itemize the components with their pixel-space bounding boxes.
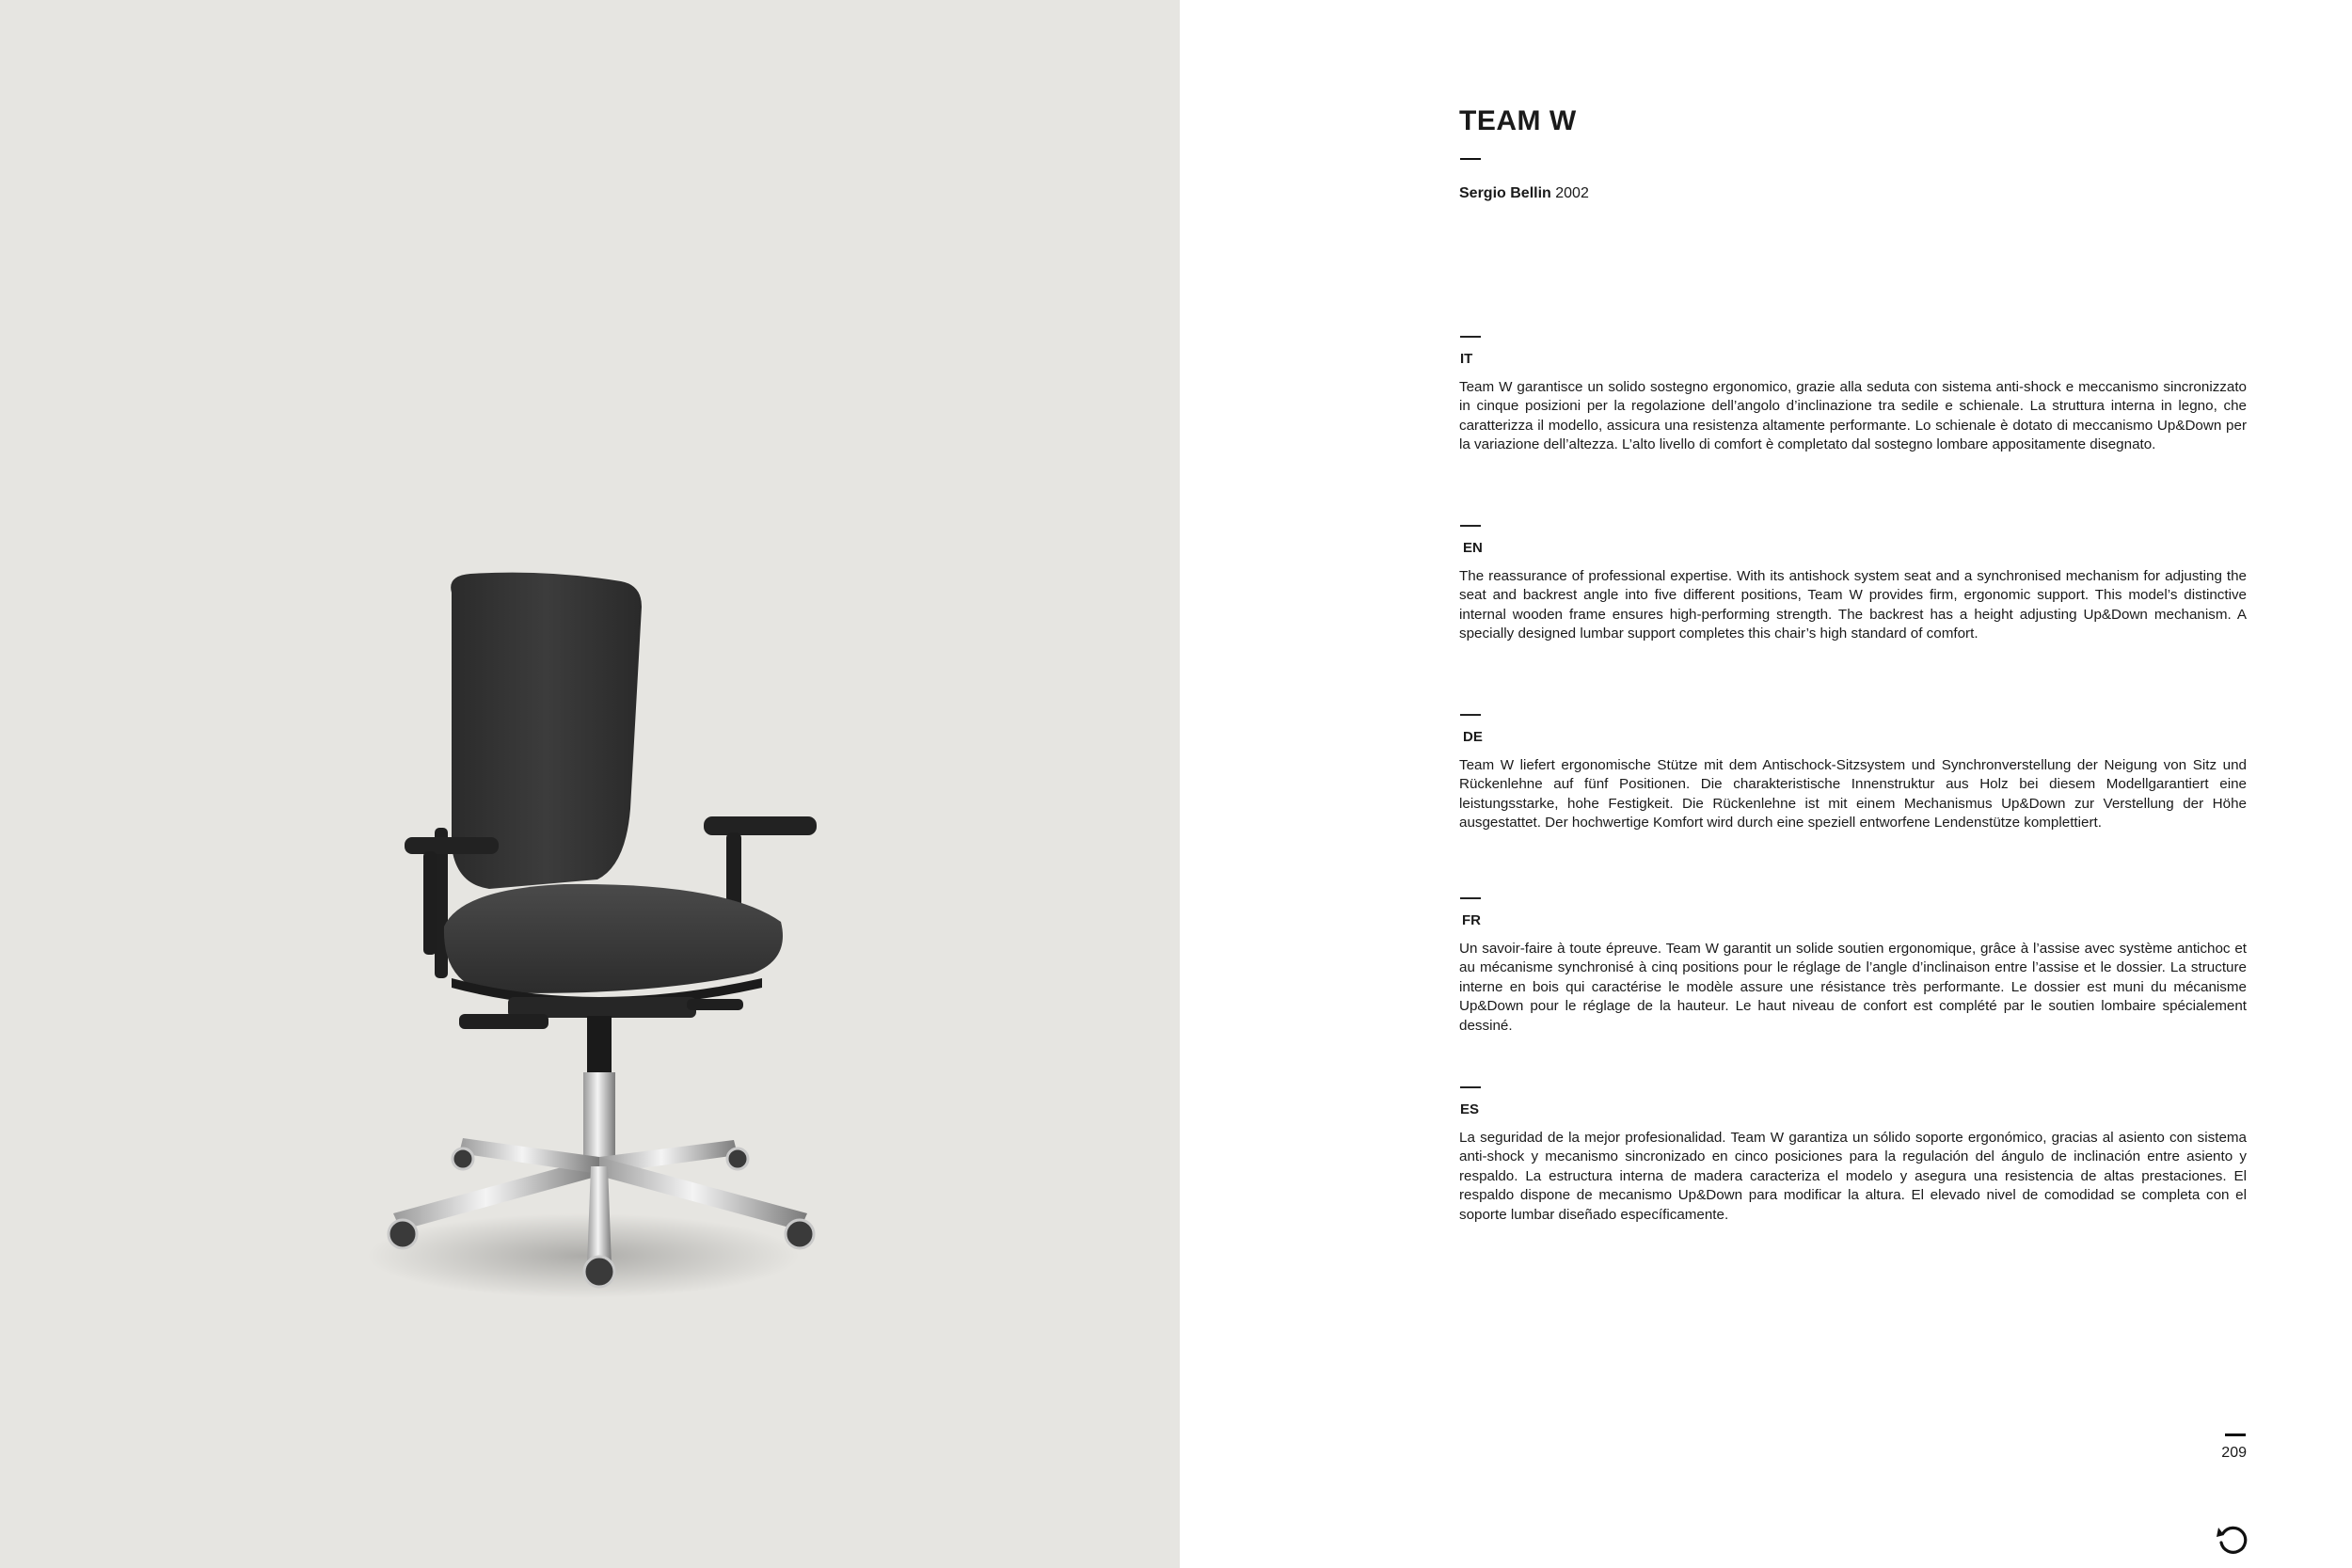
description-it: Team W garantisce un solido sostegno ergonomico, grazie alla seduta con sistema anti-shock e meccanismo sincronizzato in cinque posizioni per la regolazione dell’angolo d’inclinazione tra sedile e schienale. La struttura interna in legno, che caratterizza il modello, assicura una resistenza altamente performante. Lo schienale è dotato di meccanismo Up&Down per la variazione dell’altezza. L’alto livello di comfort è completato dal sostegno lombare appositamente disegnato. (1459, 379, 2247, 453)
lang-code-it: IT (1460, 351, 1473, 367)
section-divider (1460, 897, 1481, 899)
description-es: La seguridad de la mejor profesionalidad. Team W garantiza un sólido soporte ergonómico, gracias al asiento con sistema anti-shock y mecanismo sincronizado en cinco posiciones para la regulación del ángulo de inclinación entre asiento y respaldo. La estructura interna de madera caracteriza el modelo y asegura una resistencia de altas prestaciones. El respaldo dispone de mecanismo Up&Down para modificar la altura. El elevado nivel de comodidad se completa con el soporte lumbar diseñado específicamente. (1459, 1130, 2247, 1223)
office-chair-photo (358, 564, 847, 1298)
description-fr: Un savoir-faire à toute épreuve. Team W garantit un solide soutien ergonomique, grâce à l’assise avec système antichoc et au mécanisme synchronisé à cinq positions pour le réglage de l’angle d’inclinaison entre l’assise et le dossier. La structure interne en bois qui caractérise le modèle assure une résistance très performante. Le dossier est muni du mécanisme Up&Down pour le réglage de la hauteur. Le haut niveau de confort est complété par le soutien lombaire spécialement dessiné. (1459, 941, 2247, 1034)
lang-code-fr: FR (1462, 912, 1481, 928)
design-year: 2002 (1555, 185, 1589, 201)
designer-name: Sergio Bellin (1459, 185, 1551, 201)
designer-credit (1459, 185, 1589, 202)
page-number: 209 (2221, 1445, 2247, 1461)
description-en: The reassurance of professional expertise. With its antishock system seat and a synchronised mechanism for adjusting the seat and backrest angle into five different positions, Team W provides firm, ergonomic support. This model’s distinctive internal wooden frame ensures high-performing strength. The backrest has a height adjusting Up&Down mechanism. A specially designed lumbar support completes this chair’s high standard of comfort. (1459, 568, 2247, 642)
lang-code-en: EN (1463, 540, 1483, 556)
lang-code-de: DE (1463, 729, 1483, 745)
product-title: TEAM W (1459, 105, 1577, 136)
section-divider (1460, 1086, 1481, 1088)
section-divider (1460, 525, 1481, 527)
page-number-divider (2225, 1433, 2246, 1436)
section-divider (1460, 336, 1481, 338)
lang-code-es: ES (1460, 1101, 1480, 1117)
section-divider (1460, 714, 1481, 716)
rotate-back-icon[interactable] (2215, 1522, 2250, 1558)
title-divider (1460, 158, 1481, 160)
description-de: Team W liefert ergonomische Stütze mit dem Antischock-Sitzsystem und Synchronverstellung der Neigung von Sitz und Rückenlehne auf fünf Positionen. Die charakteristische Innenstruktur aus Holz bei diesem Modellgarantiert eine leistungsstarke, hohe Festigkeit. Die Rückenlehne ist mit einem Mechanismus Up&Down zur Verstellung der Höhe ausgestattet. Der hochwertige Komfort wird durch eine speziell entworfene Lendenstütze komplettiert. (1459, 757, 2247, 832)
